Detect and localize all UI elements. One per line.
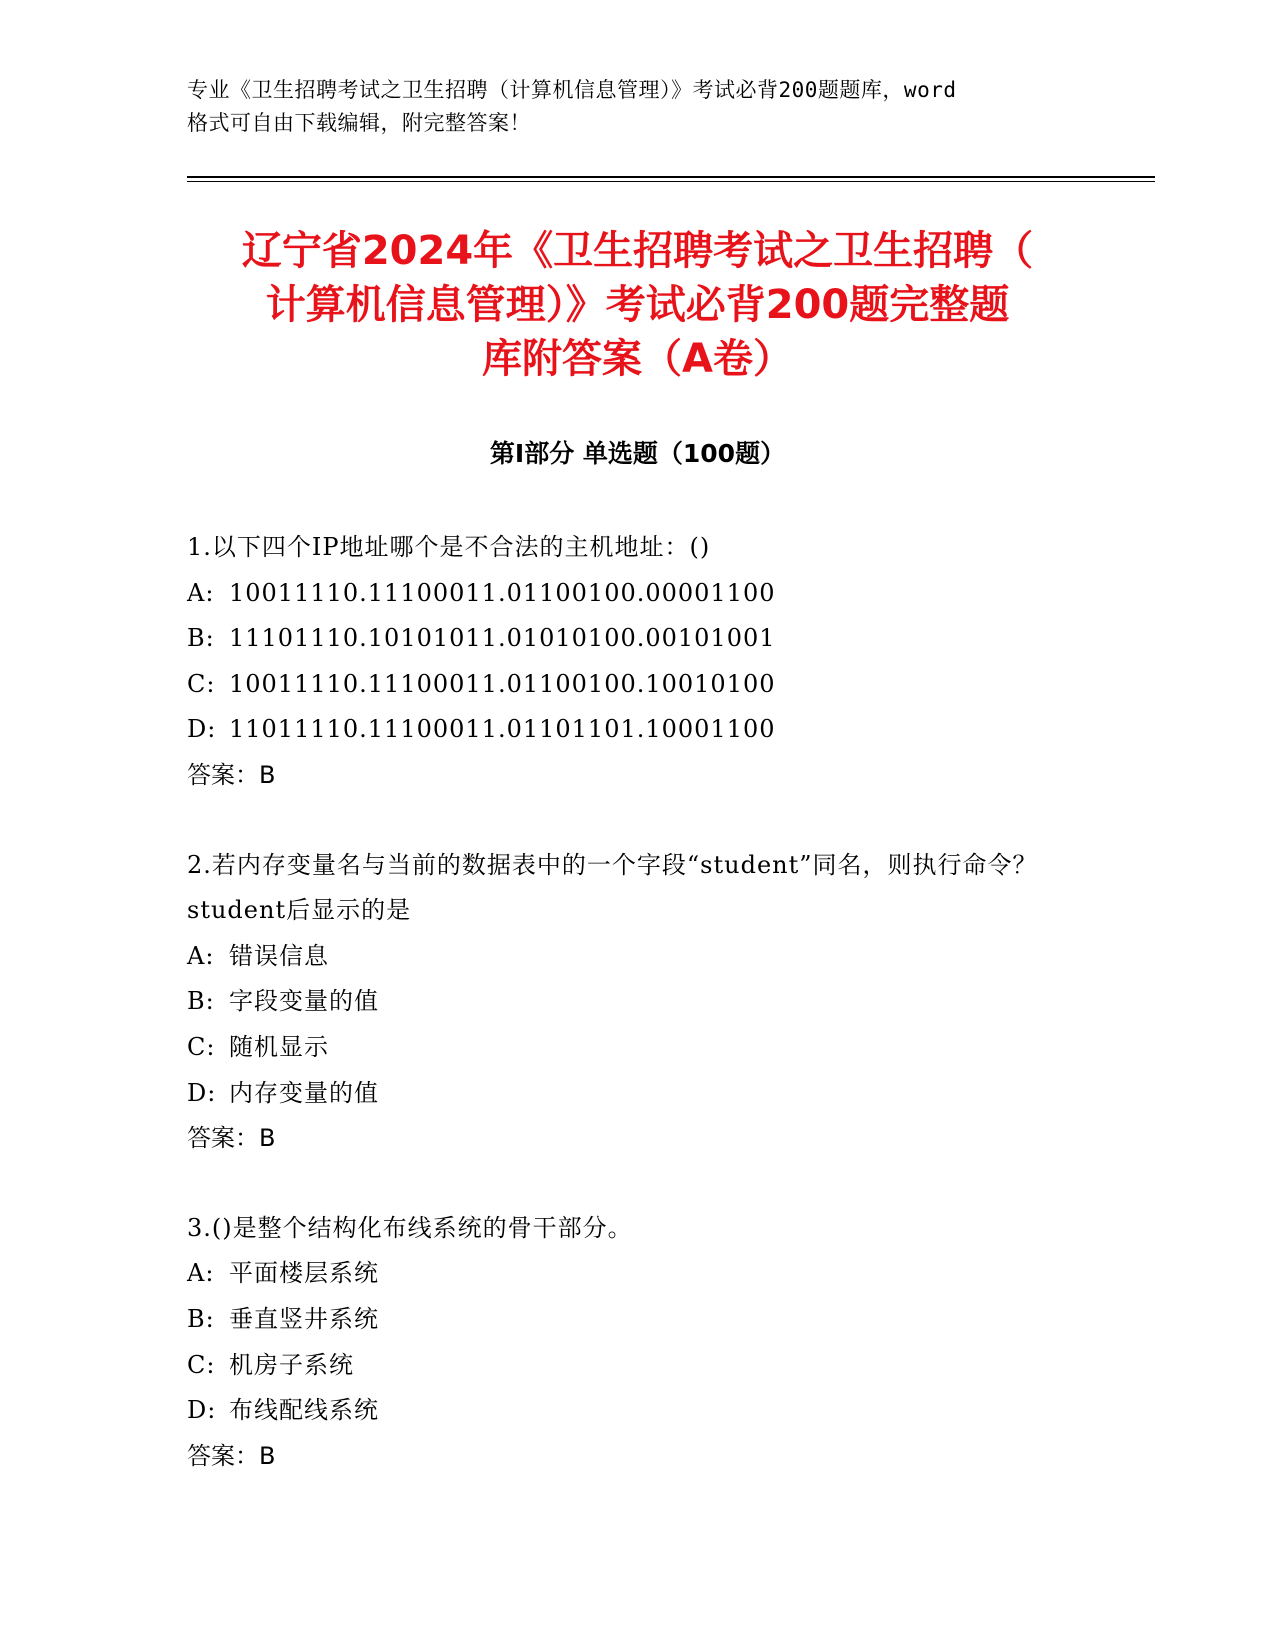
question-3 — [187, 1206, 1087, 1480]
document-title-line2: 计算机信息管理）》考试必背200题完整题 — [265, 282, 1010, 328]
option-text: 机房子系统 — [229, 1350, 354, 1379]
option-letter: C: — [187, 1350, 216, 1379]
question-text: 3.()是整个结构化布线系统的骨干部分。 — [187, 1213, 633, 1242]
option-letter: C: — [187, 1032, 216, 1061]
option-c — [187, 662, 1087, 708]
answer-text: 答案：B — [187, 760, 276, 789]
header-note-line2: 格式可自由下载编辑，附完整答案！ — [187, 111, 531, 135]
option-text: 垂直竖井系统 — [229, 1304, 379, 1333]
option-text: 随机显示 — [229, 1032, 329, 1061]
option-text: 10011110.11100011.01100100.00001100 — [229, 578, 776, 607]
question-list — [187, 525, 1087, 1523]
header-note — [187, 74, 1087, 140]
option-letter: B: — [187, 624, 215, 653]
option-letter: A: — [187, 1259, 215, 1288]
option-a — [187, 1251, 1087, 1297]
header-note-line1: 专业《卫生招聘考试之卫生招聘（计算机信息管理）》考试必背200题题库，word — [187, 78, 957, 102]
option-b — [187, 1297, 1087, 1343]
option-text: 11101110.10101011.01010100.00101001 — [229, 624, 776, 653]
question-1 — [187, 525, 1087, 799]
option-a — [187, 571, 1087, 617]
document-title — [160, 224, 1115, 386]
option-c — [187, 1025, 1087, 1071]
option-text: 字段变量的值 — [229, 987, 379, 1016]
option-b — [187, 616, 1087, 662]
header-divider-thin — [187, 181, 1155, 182]
option-text: 内存变量的值 — [229, 1078, 379, 1107]
question-2 — [187, 843, 1087, 1162]
option-c — [187, 1343, 1087, 1389]
option-letter: D: — [187, 715, 217, 744]
option-text: 平面楼层系统 — [229, 1259, 379, 1288]
answer-text: 答案：B — [187, 1124, 276, 1153]
option-letter: C: — [187, 669, 216, 698]
option-letter: D: — [187, 1078, 217, 1107]
option-text: 10011110.11100011.01100100.10010100 — [229, 669, 776, 698]
document-title-line1: 辽宁省2024年《卫生招聘考试之卫生招聘（ — [241, 228, 1034, 274]
header-divider-thick — [187, 176, 1155, 178]
question-text: 2.若内存变量名与当前的数据表中的一个字段“student”同名，则执行命令？student后显示的是 — [187, 850, 1038, 925]
document-title-line3: 库附答案（A卷） — [482, 336, 793, 382]
option-text: 布线配线系统 — [229, 1396, 379, 1425]
option-text: 错误信息 — [229, 941, 329, 970]
option-letter: A: — [187, 941, 215, 970]
option-b — [187, 979, 1087, 1025]
section-heading: 第I部分 单选题（100题） — [489, 439, 786, 468]
option-letter: D: — [187, 1396, 217, 1425]
answer-text: 答案：B — [187, 1441, 276, 1470]
option-letter: B: — [187, 1304, 215, 1333]
option-a — [187, 934, 1087, 980]
option-letter: A: — [187, 578, 215, 607]
option-text: 11011110.11100011.01101101.10001100 — [229, 715, 776, 744]
option-d — [187, 707, 1087, 753]
option-letter: B: — [187, 987, 215, 1016]
question-text: 1.以下四个IP地址哪个是不合法的主机地址：() — [187, 533, 711, 561]
option-d — [187, 1071, 1087, 1117]
option-d — [187, 1388, 1087, 1434]
